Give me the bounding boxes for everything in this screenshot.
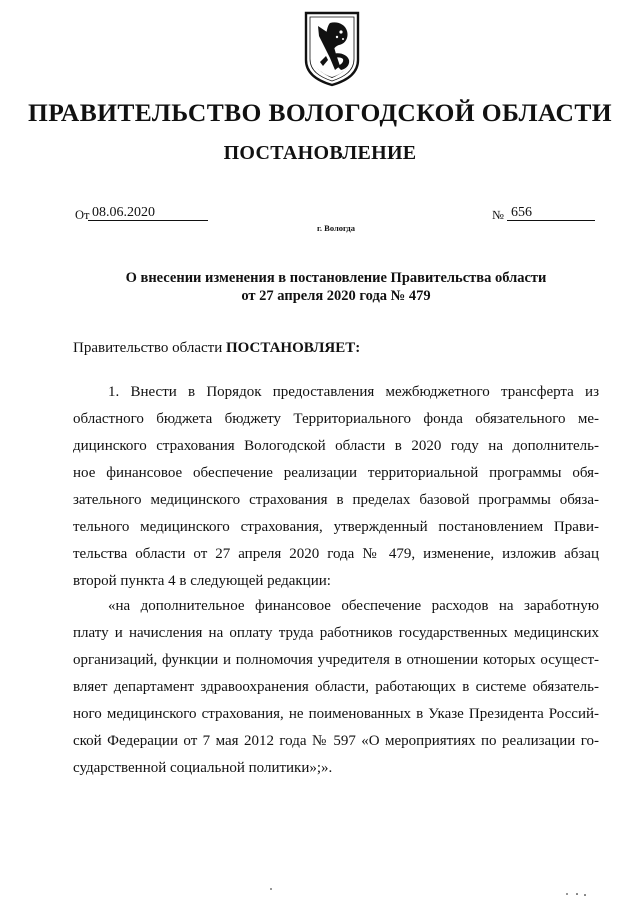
number-label: № [492, 208, 504, 222]
resolution-intro [73, 340, 360, 357]
paragraph-1-line: ное финансовое обеспечение реализации территориальной программы обя- [73, 465, 599, 481]
date-label: От [75, 208, 90, 222]
city-label: г. Вологда [317, 223, 355, 233]
paragraph-1-line: 1. Внести в Порядок предоставления межбюджетного трансферта из [108, 384, 599, 400]
paragraph-1-line: областного бюджета бюджету Территориального фонда обязательного ме- [73, 411, 599, 427]
subject-line-1: О внесении изменения в постановление Правительства области [125, 270, 547, 286]
paragraph-1-line: второй пункта 4 в следующей редакции: [73, 573, 331, 589]
scan-speck [576, 893, 578, 895]
scan-speck [566, 893, 568, 895]
subject-line-2: от 27 апреля 2020 года № 479 [241, 288, 431, 304]
government-title: ПРАВИТЕЛЬСТВО ВОЛОГОДСКОЙ ОБЛАСТИ [27, 98, 613, 127]
document-type-title: ПОСТАНОВЛЕНИЕ [223, 142, 417, 164]
paragraph-1-line: тельного медицинского страхования, утвержденный постановлением Прави- [73, 519, 599, 535]
scan-speck [270, 888, 272, 890]
paragraph-2-line: «на дополнительное финансовое обеспечение расходов на заработную [108, 598, 599, 614]
paragraph-2-line: ской Федерации от 7 мая 2012 года № 597 «О мероприятиях по реализации го- [73, 733, 599, 749]
paragraph-2-line: ного медицинского страхования, не поименованных в Указе Президента Россий- [73, 706, 599, 722]
number-value: 656 [507, 205, 595, 221]
scan-speck [584, 894, 586, 896]
date-value: 08.06.2020 [88, 205, 208, 221]
resolution-keyword: ПОСТАНОВЛЯЕТ: [225, 340, 361, 356]
paragraph-1-line: зательного медицинского страхования в пределах базовой программы обяза- [73, 492, 599, 508]
paragraph-2-line: организаций, функции и полномочия учредителя в отношении которых осущест- [73, 652, 599, 668]
paragraph-2-line: сударственной социальной политики»;». [73, 760, 333, 776]
resolution-intro-prefix: Правительство области [73, 340, 223, 356]
coat-of-arms-icon [303, 10, 361, 88]
paragraph-1-line: тельства области от 27 апреля 2020 года № 479, изменение, изложив абзац [73, 546, 599, 562]
paragraph-2-line: вляет департамент здравоохранения области, работающих в системе обязатель- [73, 679, 599, 695]
paragraph-1-line: дицинского страхования Вологодской области в 2020 году на дополнитель- [73, 438, 599, 454]
paragraph-2-line: плату и начисления на оплату труда работников государственных медицинских [73, 625, 599, 641]
